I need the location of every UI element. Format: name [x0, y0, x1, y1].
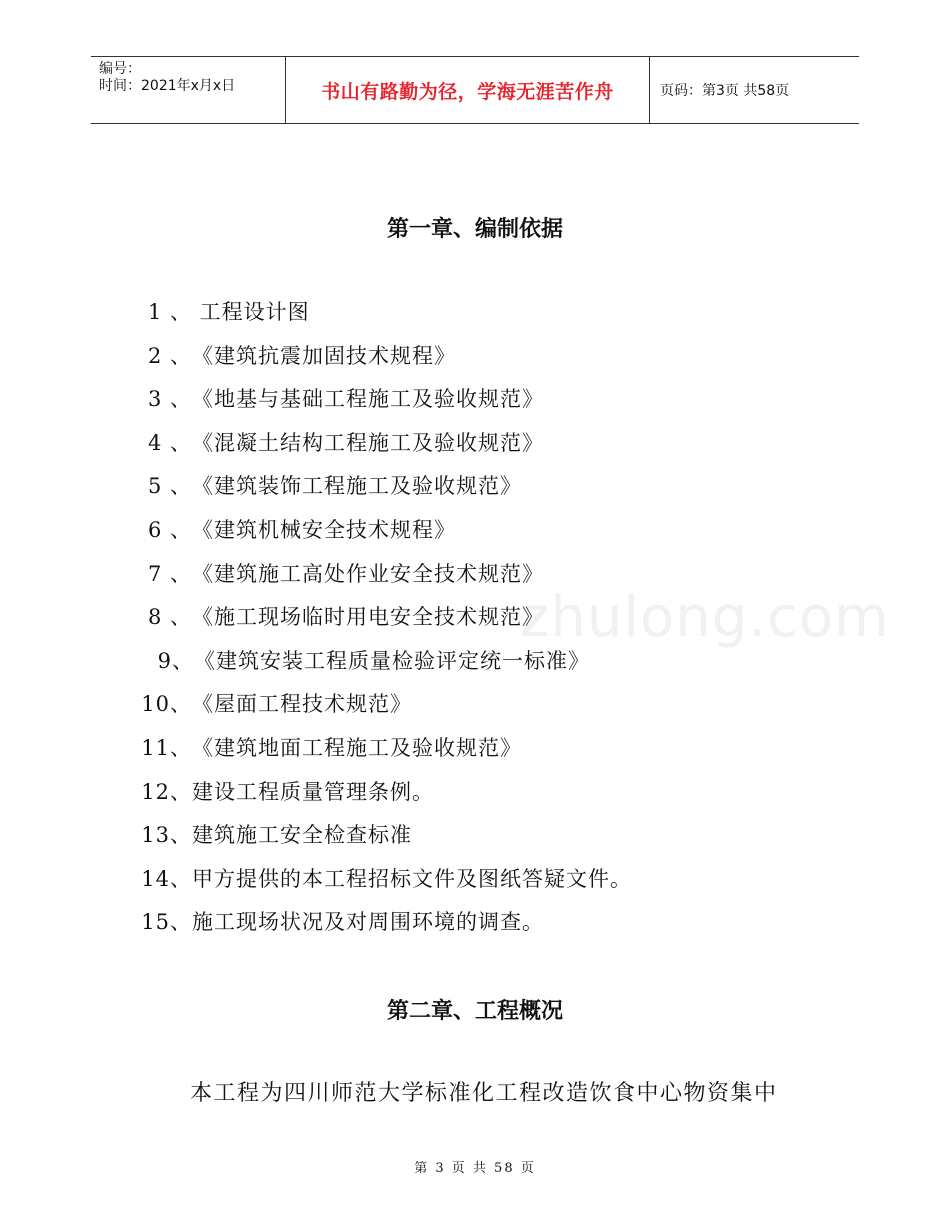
list-item	[140, 470, 632, 514]
list-item-number: 9、	[157, 648, 194, 673]
header-motto: 书山有路勤为径，学海无涯苦作舟	[286, 57, 650, 123]
list-item	[140, 732, 632, 776]
list-item	[140, 645, 632, 689]
list-item	[140, 688, 632, 732]
list-item	[140, 427, 632, 471]
chapter2-title: 第二章、工程概况	[386, 999, 563, 1024]
list-item	[140, 906, 632, 950]
list-item	[140, 863, 632, 907]
list-item-text: 《建筑抗震加固技术规程》	[192, 343, 456, 368]
list-item	[140, 514, 632, 558]
list-item-number: 10、	[141, 692, 192, 717]
list-item	[140, 819, 632, 863]
list-item	[140, 601, 632, 645]
list-item-text: 工程设计图	[192, 300, 310, 324]
list-item-number: 8 、	[147, 605, 192, 630]
list-item	[140, 558, 632, 602]
list-item-text: 《建筑安装工程质量检验评定统一标准》	[194, 648, 590, 673]
list-item-number: 14、	[141, 866, 192, 891]
time-label: 时间：2021年x月x日	[99, 78, 236, 94]
list-item-text: 建筑施工安全检查标准	[192, 823, 412, 848]
list-item-number: 1 、	[147, 300, 192, 324]
list-item-number: 12、	[141, 779, 192, 804]
watermark: zhulong.com	[520, 585, 890, 650]
list-item-text: 《混凝土结构工程施工及验收规范》	[192, 430, 544, 455]
list-item-number: 6 、	[147, 517, 192, 542]
list-item-text: 《建筑地面工程施工及验收规范》	[192, 735, 522, 760]
number-label: 编号：	[99, 61, 141, 77]
chapter1-title: 第一章、编制依据	[386, 217, 563, 242]
list-item-text: 《建筑机械安全技术规程》	[192, 517, 456, 542]
list-item	[140, 383, 632, 427]
list-item	[140, 296, 632, 340]
list-item	[140, 340, 632, 384]
header-meta	[91, 57, 286, 123]
list-item-number: 3 、	[147, 387, 192, 412]
list-item-text: 《地基与基础工程施工及验收规范》	[192, 387, 544, 412]
page-header	[91, 56, 859, 124]
list-item-text: 甲方提供的本工程招标文件及图纸答疑文件。	[192, 866, 632, 891]
list-item-number: 7 、	[147, 561, 192, 586]
list-item-text: 施工现场状况及对周围环境的调查。	[192, 910, 544, 935]
list-item-number: 11、	[141, 735, 192, 760]
list-item-number: 13、	[141, 823, 192, 848]
list-item-number: 15、	[141, 910, 192, 935]
overview-paragraph: 本工程为四川师范大学标准化工程改造饮食中心物资集中	[190, 1081, 778, 1106]
list-item-number: 4 、	[147, 430, 192, 455]
list-item-text: 建设工程质量管理条例。	[192, 779, 434, 804]
list-item-text: 《屋面工程技术规范》	[192, 692, 412, 717]
list-item-text: 《建筑装饰工程施工及验收规范》	[192, 474, 522, 499]
basis-list	[140, 296, 632, 950]
list-item-text: 《施工现场临时用电安全技术规范》	[192, 605, 544, 630]
list-item-text: 《建筑施工高处作业安全技术规范》	[192, 561, 544, 586]
header-page-info: 页码：第3页 共58页	[660, 83, 790, 99]
page-footer: 第 3 页 共 58 页	[414, 1161, 536, 1176]
list-item	[140, 776, 632, 820]
list-item-number: 5 、	[147, 474, 192, 499]
list-item-number: 2 、	[147, 343, 192, 368]
